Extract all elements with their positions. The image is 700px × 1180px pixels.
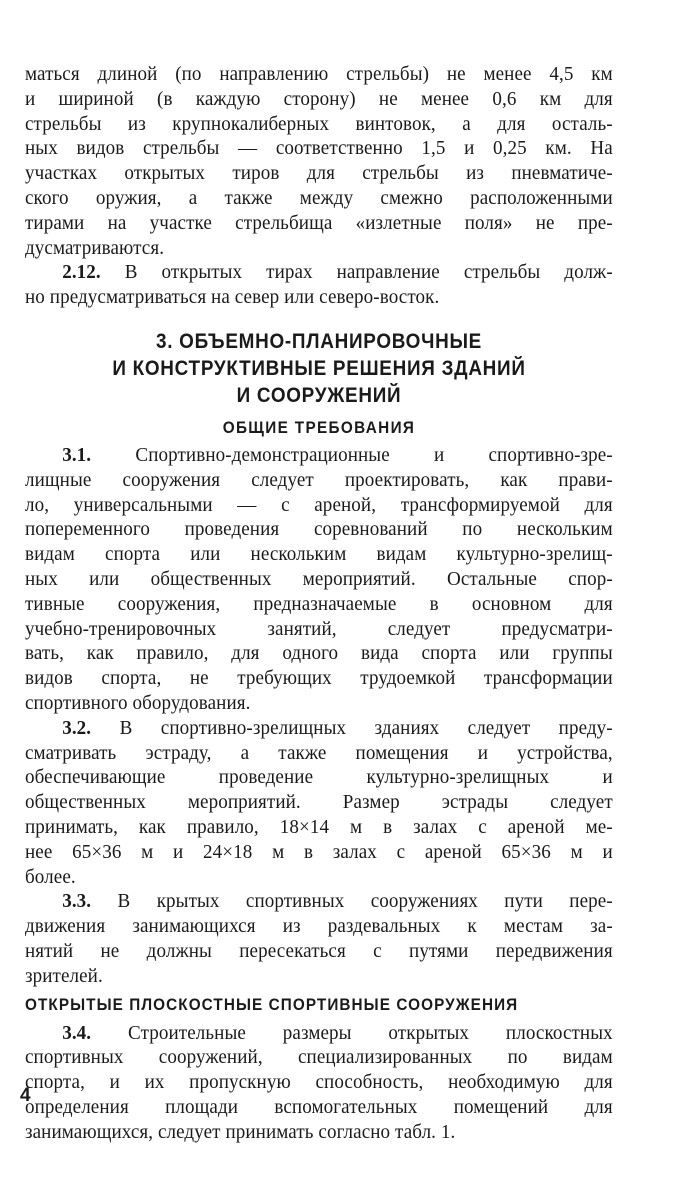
clause-text: Строительные размеры открытых плоскостных bbox=[128, 1021, 613, 1044]
document-page bbox=[25, 62, 613, 1144]
clause-text: Спортивно-демонстрационные и спортивно-зре- bbox=[135, 443, 613, 466]
text-line: стрельбы из крупнокалиберных винтовок, а для осталь- bbox=[25, 112, 613, 135]
paragraph-continuation bbox=[25, 62, 613, 260]
text-line: общественных мероприятий. Размер эстрады следует bbox=[25, 791, 613, 814]
text-line: дусматриваются. bbox=[25, 236, 165, 259]
text-line: ло, универсальными — с ареной, трансформируемой для bbox=[25, 493, 613, 516]
clause-number: 3.3. bbox=[62, 890, 92, 913]
text-line bbox=[25, 1021, 613, 1046]
text-line: определения площади вспомогательных помещений для bbox=[25, 1095, 613, 1118]
text-line: и шириной (в каждую сторону) не менее 0,6 км для bbox=[25, 87, 613, 110]
text-line: спортивных сооружений, специализированных по видам bbox=[25, 1046, 613, 1069]
clause-text: В крытых спортивных сооружениях пути пере- bbox=[117, 890, 613, 913]
clause-number: 3.2. bbox=[62, 716, 92, 739]
text-line: зрителей. bbox=[25, 964, 103, 987]
text-line: обеспечивающие проведение культурно-зрелищных и bbox=[25, 766, 613, 789]
text-line: видам спорта или нескольким видам культурно-зрелищ- bbox=[25, 543, 613, 566]
section-3-heading bbox=[25, 328, 613, 409]
text-line: учебно-тренировочных занятий, следует предусматри- bbox=[25, 617, 613, 640]
page-number: 4 bbox=[20, 1085, 31, 1106]
text-line: занимающихся, следует принимать согласно табл. 1. bbox=[25, 1120, 456, 1143]
text-line: ского оружия, а также между смежно расположенными bbox=[25, 186, 613, 209]
text-line: ных или общественных мероприятий. Остальные спор- bbox=[25, 567, 613, 590]
clause-3-2 bbox=[25, 716, 613, 890]
text-line bbox=[25, 260, 613, 285]
text-line: тивные сооружения, предназначаемые в основном для bbox=[25, 592, 613, 615]
text-line: лищные сооружения следует проектировать, как прави- bbox=[25, 468, 613, 491]
section-title-line: 3. ОБЪЕМНО-ПЛАНИРОВОЧНЫЕ bbox=[156, 329, 482, 353]
text-line: маться длиной (по направлению стрельбы) не менее 4,5 км bbox=[25, 63, 613, 85]
text-line: спортивного оборудования. bbox=[25, 691, 251, 714]
text-line: вать, как правило, для одного вида спорта или группы bbox=[25, 642, 613, 665]
clause-3-3 bbox=[25, 889, 613, 988]
text-line: движения занимающихся из раздевальных к местам за- bbox=[25, 915, 613, 938]
clause-2-12 bbox=[25, 260, 613, 310]
text-line: сматривать эстраду, а также помещения и устройства, bbox=[25, 741, 613, 764]
text-line bbox=[25, 443, 613, 468]
text-line: нятий не должны пересекаться с путями передвижения bbox=[25, 939, 613, 962]
clause-number: 3.1. bbox=[62, 443, 92, 466]
section-title-line: И СООРУЖЕНИЙ bbox=[236, 383, 402, 407]
clause-number: 3.4. bbox=[62, 1021, 92, 1044]
text-line bbox=[25, 889, 613, 914]
text-line: тирами на участке стрельбища «излетные поля» не пре- bbox=[25, 211, 613, 234]
text-line: принимать, как правило, 18×14 м в залах с ареной ме- bbox=[25, 815, 613, 838]
text-line: нее 65×36 м и 24×18 м в залах с ареной 65×36 м и bbox=[25, 840, 613, 863]
text-line: спорта, и их пропускную способность, необходимую для bbox=[25, 1071, 613, 1094]
text-line: ных видов стрельбы — соответственно 1,5 и 0,25 км. На bbox=[25, 137, 613, 160]
text-line bbox=[25, 716, 613, 741]
clause-3-1 bbox=[25, 443, 613, 716]
clause-number: 2.12. bbox=[62, 261, 101, 284]
text-line: видов спорта, не требующих трудоемкой трансформации bbox=[25, 667, 613, 690]
text-line: участках открытых тиров для стрельбы из пневматиче- bbox=[25, 162, 613, 185]
subheading-outdoor-facilities: ОТКРЫТЫЕ ПЛОСКОСТНЫЕ СПОРТИВНЫЕ СООРУЖЕНИЯ bbox=[25, 994, 519, 1014]
text-line: попеременного проведения соревнований по нескольким bbox=[25, 518, 613, 541]
subheading-general-requirements: ОБЩИЕ ТРЕБОВАНИЯ bbox=[222, 417, 416, 437]
section-title-line: И КОНСТРУКТИВНЫЕ РЕШЕНИЯ ЗДАНИЙ bbox=[112, 356, 526, 380]
clause-text: В спортивно-зрелищных зданиях следует преду- bbox=[119, 716, 613, 739]
clause-3-4 bbox=[25, 1021, 613, 1145]
text-line: более. bbox=[25, 865, 76, 888]
text-line: но предусматриваться на север или северо-восток. bbox=[25, 286, 440, 309]
clause-text: В открытых тирах направление стрельбы долж- bbox=[124, 261, 613, 284]
